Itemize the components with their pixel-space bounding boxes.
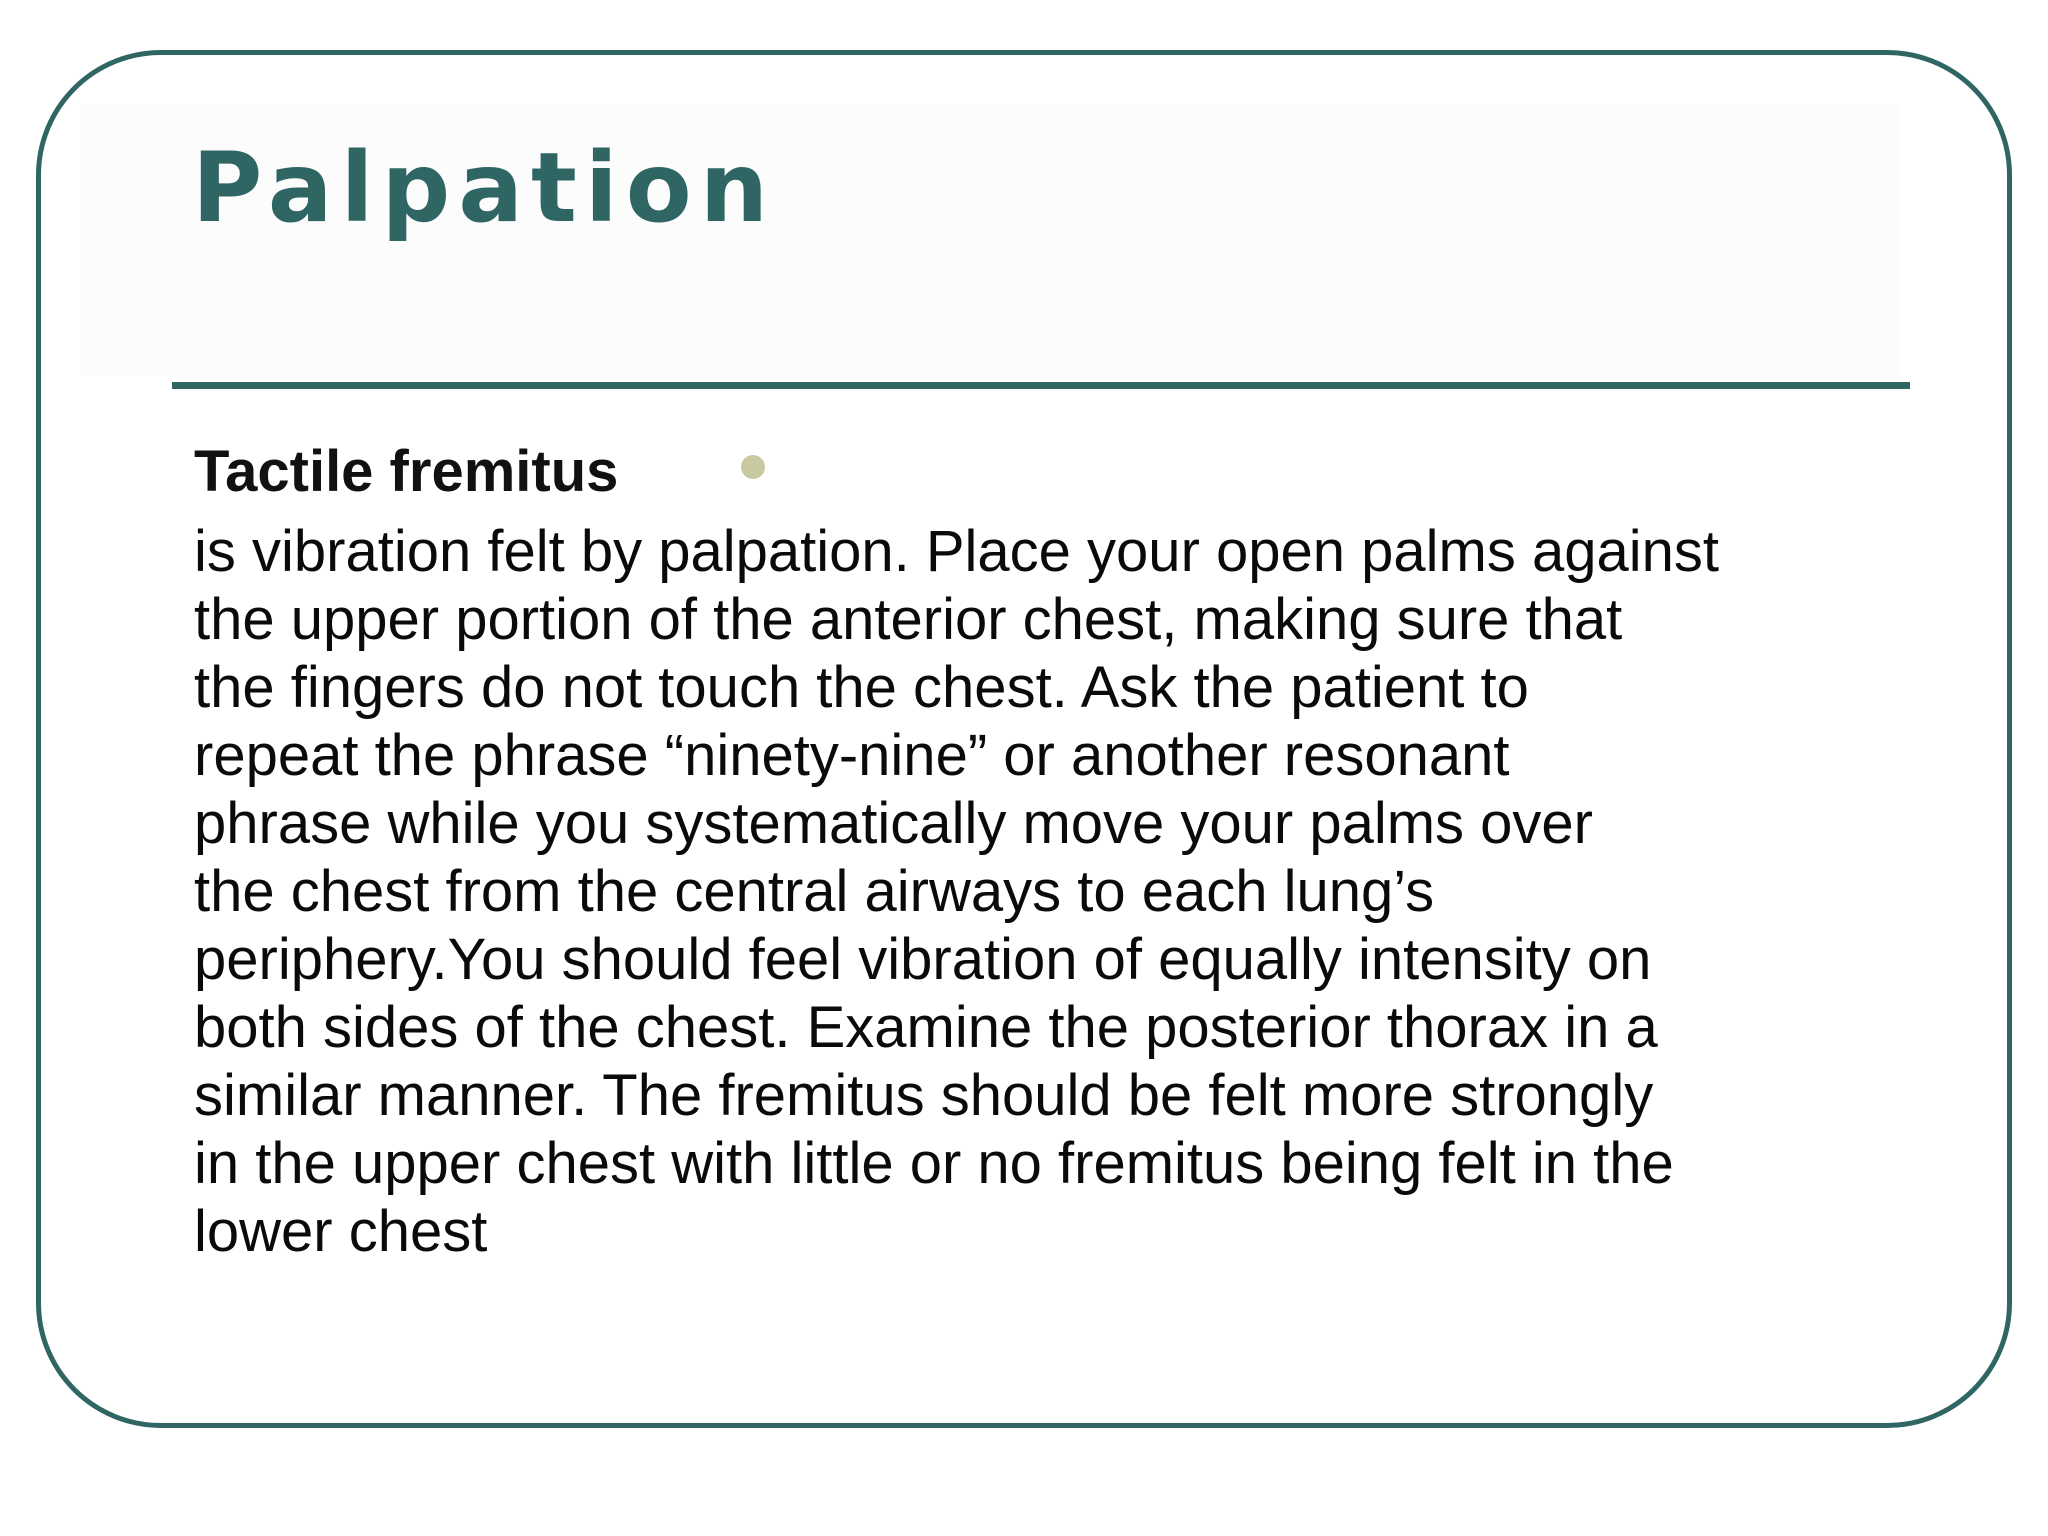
- body-line: lower chest: [194, 1199, 488, 1264]
- title-divider: [172, 382, 1910, 389]
- body-line: in the upper chest with little or no fremitus being felt in the: [194, 1131, 1674, 1196]
- body-line: periphery.You should feel vibration of equally intensity on: [194, 927, 1652, 992]
- body-line: the upper portion of the anterior chest, making sure that: [194, 587, 1623, 652]
- body-line: similar manner. The fremitus should be felt more strongly: [194, 1063, 1654, 1128]
- body-line: the fingers do not touch the chest. Ask the patient to: [194, 655, 1529, 720]
- body-line: the chest from the central airways to each lung’s: [194, 859, 1435, 924]
- body-line: phrase while you systematically move your palms over: [194, 791, 1593, 856]
- body-line: both sides of the chest. Examine the posterior thorax in a: [194, 995, 1658, 1060]
- bullet-dot-icon: [741, 455, 765, 479]
- body-line: is vibration felt by palpation. Place your open palms against: [194, 519, 1719, 584]
- slide-title: Palpation: [192, 132, 777, 244]
- body-text: [194, 518, 1894, 1266]
- body-line: repeat the phrase “ninety-nine” or another resonant: [194, 723, 1510, 788]
- subheading: Tactile fremitus: [194, 439, 619, 504]
